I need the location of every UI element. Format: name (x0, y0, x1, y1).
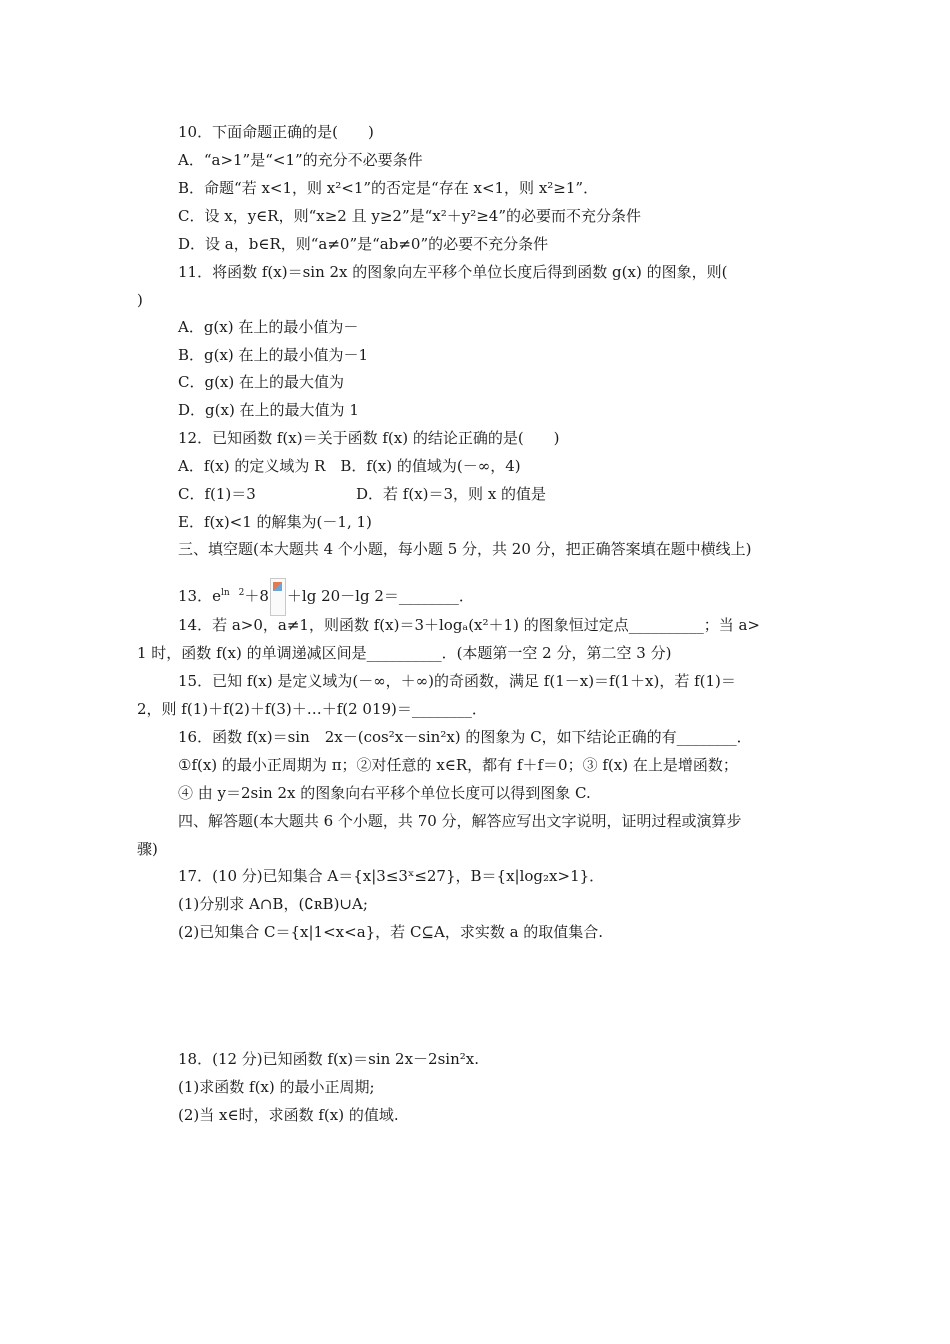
q11-option-b: B．g(x) 在上的最小值为－1 (178, 346, 369, 364)
q12-option-c: C．f(1)＝3 (178, 485, 256, 503)
q10-option-a: A．“a>1”是“<1”的充分不必要条件 (178, 151, 423, 169)
q12-option-d: D．若 f(x)＝3，则 x 的值是 (356, 485, 547, 503)
q15-line-1: 15．已知 f(x) 是定义域为(－∞，＋∞)的奇函数，满足 f(1－x)＝f(1＋x)，若 f(1)＝ (178, 672, 736, 690)
q12-option-e: E．f(x)<1 的解集为(－1, 1) (178, 513, 372, 531)
q15-line-2: 2，则 f(1)＋f(2)＋f(3)＋…＋f(2 019)＝________． (137, 700, 487, 718)
q11-stem-cont: ) (137, 291, 143, 309)
q10-option-b: B．命题“若 x<1，则 x²<1”的否定是“存在 x<1，则 x²≥1”． (178, 179, 599, 197)
q11-option-a: A．g(x) 在上的最小值为－ (178, 318, 359, 336)
section-4-heading: 四、解答题(本大题共 6 个小题，共 70 分，解答应写出文字说明，证明过程或演算步 (178, 812, 742, 830)
broken-image-icon (270, 578, 286, 616)
q17-part-2: (2)已知集合 C＝{x|1<x<a}，若 C⊆A，求实数 a 的取值集合. (178, 923, 604, 941)
q10-stem: 10．下面命题正确的是( ) (178, 123, 374, 141)
q10-option-d: D．设 a，b∈R，则“a≠0”是“ab≠0”的必要不充分条件 (178, 235, 549, 253)
q18-part-1: (1)求函数 f(x) 的最小正周期; (178, 1078, 375, 1096)
q13-line (178, 578, 474, 616)
q13-exponent: ln 2 (220, 588, 245, 598)
section-4-heading-cont: 骤) (137, 840, 158, 858)
q12-stem: 12．已知函数 f(x)＝关于函数 f(x) 的结论正确的是( ) (178, 429, 560, 447)
q16-options-1: ①f(x) 的最小正周期为 π；②对任意的 x∈R，都有 f＋f＝0；③ f(x) 在上是增函数； (178, 756, 738, 774)
q16-options-2: ④ 由 y＝2sin 2x 的图象向右平移个单位长度可以得到图象 C. (178, 784, 591, 802)
q13-prefix: 13．e (178, 587, 221, 605)
section-3-heading: 三、填空题(本大题共 4 个小题，每小题 5 分，共 20 分，把正确答案填在题中横线上) (178, 540, 752, 558)
q10-option-c: C．设 x，y∈R，则“x≥2 且 y≥2”是“x²＋y²≥4”的必要而不充分条件 (178, 207, 642, 225)
q17-stem: 17．(10 分)已知集合 A＝{x|3≤3ˣ≤27}，B＝{x|log₂x>1}． (178, 867, 605, 885)
q18-stem: 18．(12 分)已知函数 f(x)＝sin 2x－2sin²x. (178, 1050, 479, 1068)
q18-part-2: (2)当 x∈时，求函数 f(x) 的值域. (178, 1106, 399, 1124)
q13-suffix: ＋lg 20－lg 2＝________． (286, 587, 474, 605)
q14-line-1: 14．若 a>0，a≠1，则函数 f(x)＝3＋logₐ(x²＋1) 的图象恒过定点__________；当 a> (178, 616, 760, 634)
q17-part-1: (1)分别求 A∩B，(∁ʀB)∪A; (178, 895, 368, 913)
q14-line-2: 1 时，函数 f(x) 的单调递减区间是__________．(本题第一空 2 分，第二空 3 分) (137, 644, 672, 662)
q13-mid: ＋8 (244, 587, 269, 605)
q16-stem: 16．函数 f(x)＝sin 2x－(cos²x－sin²x) 的图象为 C，如下结论正确的有________． (178, 728, 752, 746)
q12-option-ab: A．f(x) 的定义域为 R B．f(x) 的值域为(－∞，4) (178, 457, 521, 475)
q11-option-d: D．g(x) 在上的最大值为 1 (178, 401, 359, 419)
q11-stem: 11．将函数 f(x)＝sin 2x 的图象向左平移个单位长度后得到函数 g(x) 的图象，则( (178, 263, 728, 281)
q11-option-c: C．g(x) 在上的最大值为 (178, 373, 345, 391)
